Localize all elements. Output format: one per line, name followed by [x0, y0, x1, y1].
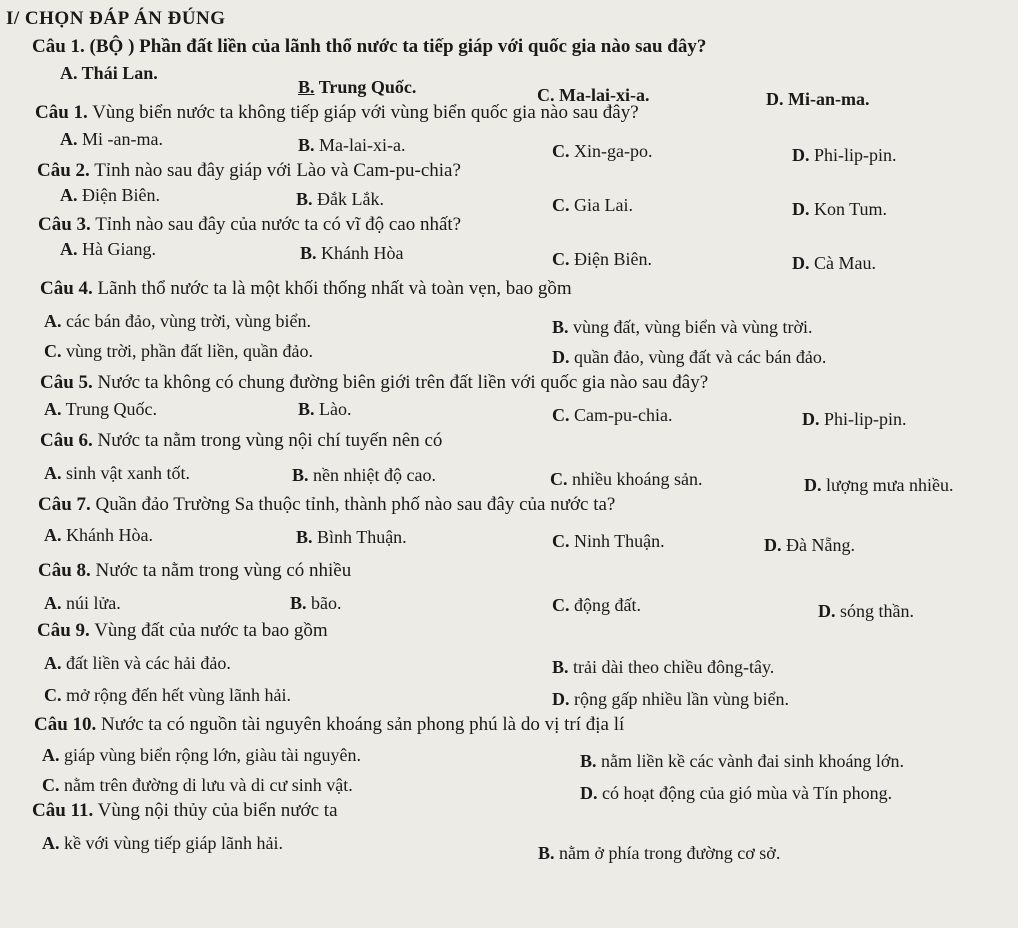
question-number: Câu 3. — [38, 214, 91, 235]
option-c: C. vùng trời, phần đất liền, quần đảo. — [44, 341, 313, 361]
question-number: Câu 1. — [35, 102, 88, 123]
question-text: Vùng nội thủy của biển nước ta — [93, 800, 338, 821]
option-a: A. các bán đảo, vùng trời, vùng biển. — [44, 311, 311, 331]
option-b: B. vùng đất, vùng biển và vùng trời. — [552, 317, 813, 337]
option-b: B. nằm liền kề các vành đai sinh khoáng lớn. — [580, 751, 904, 771]
option-a: A. Trung Quốc. — [44, 399, 158, 419]
option-d: D. quần đảo, vùng đất và các bán đảo. — [552, 347, 827, 367]
option-c: C. mở rộng đến hết vùng lãnh hải. — [44, 685, 291, 705]
question-text: Quần đảo Trường Sa thuộc tỉnh, thành phố nào sau đây của nước ta? — [90, 494, 616, 515]
option-d: D. Phi-lip-pin. — [802, 409, 907, 429]
question-text: Vùng đất của nước ta bao gồm — [89, 620, 328, 641]
option-a: A. Hà Giang. — [60, 239, 156, 259]
question-11 — [32, 800, 338, 822]
option-c: C. nằm trên đường di lưu và di cư sinh vật. — [42, 775, 353, 795]
option-b: B. Khánh Hòa — [300, 243, 404, 263]
option-d: D. Phi-lip-pin. — [792, 145, 897, 165]
option-d: D. sóng thần. — [818, 601, 914, 621]
option-a: A. Khánh Hòa. — [44, 525, 153, 545]
question-number: Câu 6. — [40, 430, 93, 451]
option-d: D. Cà Mau. — [792, 253, 876, 273]
option-a: A. Mi -an-ma. — [60, 129, 163, 149]
question-text: Nước ta không có chung đường biên giới trên đất liền với quốc gia nào sau đây? — [92, 372, 709, 393]
question-10 — [34, 714, 624, 736]
question-2 — [37, 160, 461, 182]
question-3 — [38, 214, 461, 236]
option-b: B. Lào. — [298, 399, 352, 419]
question-number: Câu 1. (BỘ ) — [32, 36, 135, 57]
option-c: C. nhiều khoáng sản. — [550, 469, 703, 489]
option-d: D. Mi-an-ma. — [766, 89, 870, 109]
question-number: Câu 10. — [34, 714, 97, 735]
option-d: D. Đà Nẵng. — [764, 535, 855, 555]
option-c: C. Gia Lai. — [552, 195, 633, 215]
option-d: D. rộng gấp nhiều lần vùng biển. — [552, 689, 789, 709]
question-9 — [37, 620, 328, 642]
option-b: B. Đắk Lắk. — [296, 189, 384, 209]
question-7 — [38, 494, 615, 516]
section-heading: I/ CHỌN ĐÁP ÁN ĐÚNG — [6, 8, 226, 29]
question-1b — [35, 102, 639, 124]
option-a: A. đất liền và các hải đảo. — [44, 653, 231, 673]
question-text: Vùng biển nước ta không tiếp giáp với vùng biển quốc gia nào sau đây? — [87, 102, 639, 123]
option-a: A. Thái Lan. — [60, 63, 158, 83]
option-c: C. Xin-ga-po. — [552, 141, 653, 161]
question-8 — [38, 560, 351, 582]
question-number: Câu 11. — [32, 800, 94, 821]
option-b: B. bão. — [290, 593, 342, 613]
option-b: B. Bình Thuận. — [296, 527, 407, 547]
option-c: C. Ninh Thuận. — [552, 531, 665, 551]
question-text: Nước ta nằm trong vùng có nhiều — [90, 560, 352, 581]
question-6 — [40, 430, 442, 452]
option-a: A. giáp vùng biển rộng lớn, giàu tài nguyên. — [42, 745, 361, 765]
question-number: Câu 2. — [37, 160, 90, 181]
option-c: C. Cam-pu-chia. — [552, 405, 673, 425]
question-text: Tỉnh nào sau đây giáp với Lào và Cam-pu-chia? — [89, 160, 461, 181]
option-c: C. động đất. — [552, 595, 641, 615]
question-text: Nước ta nằm trong vùng nội chí tuyến nên có — [92, 430, 443, 451]
option-c: C. Ma-lai-xi-a. — [537, 85, 650, 105]
question-1a — [32, 36, 706, 58]
question-4 — [40, 278, 572, 300]
option-b: B. nền nhiệt độ cao. — [292, 465, 436, 485]
question-5 — [40, 372, 708, 394]
question-number: Câu 8. — [38, 560, 91, 581]
option-b: B. nằm ở phía trong đường cơ sở. — [538, 843, 781, 863]
question-text: Phần đất liền của lãnh thổ nước ta tiếp giáp với quốc gia nào sau đây? — [134, 36, 707, 57]
question-number: Câu 9. — [37, 620, 90, 641]
option-d: D. có hoạt động của gió mùa và Tín phong. — [580, 783, 893, 803]
option-a: A. Điện Biên. — [60, 185, 160, 205]
option-b: B. Ma-lai-xi-a. — [298, 135, 406, 155]
option-a: A. núi lửa. — [44, 593, 121, 613]
option-a: A. kề với vùng tiếp giáp lãnh hải. — [42, 833, 283, 853]
option-d: D. lượng mưa nhiều. — [804, 475, 954, 495]
option-b: B. Trung Quốc. — [298, 77, 417, 97]
option-b: B. trải dài theo chiều đông-tây. — [552, 657, 775, 677]
option-d: D. Kon Tum. — [792, 199, 888, 219]
question-number: Câu 7. — [38, 494, 91, 515]
question-number: Câu 4. — [40, 278, 93, 299]
option-a: A. sinh vật xanh tốt. — [44, 463, 190, 483]
question-text: Lãnh thổ nước ta là một khối thống nhất và toàn vẹn, bao gồm — [92, 278, 572, 299]
question-text: Nước ta có nguồn tài nguyên khoáng sản phong phú là do vị trí địa lí — [96, 714, 625, 735]
option-c: C. Điện Biên. — [552, 249, 652, 269]
question-number: Câu 5. — [40, 372, 93, 393]
question-text: Tỉnh nào sau đây của nước ta có vĩ độ cao nhất? — [90, 214, 462, 235]
